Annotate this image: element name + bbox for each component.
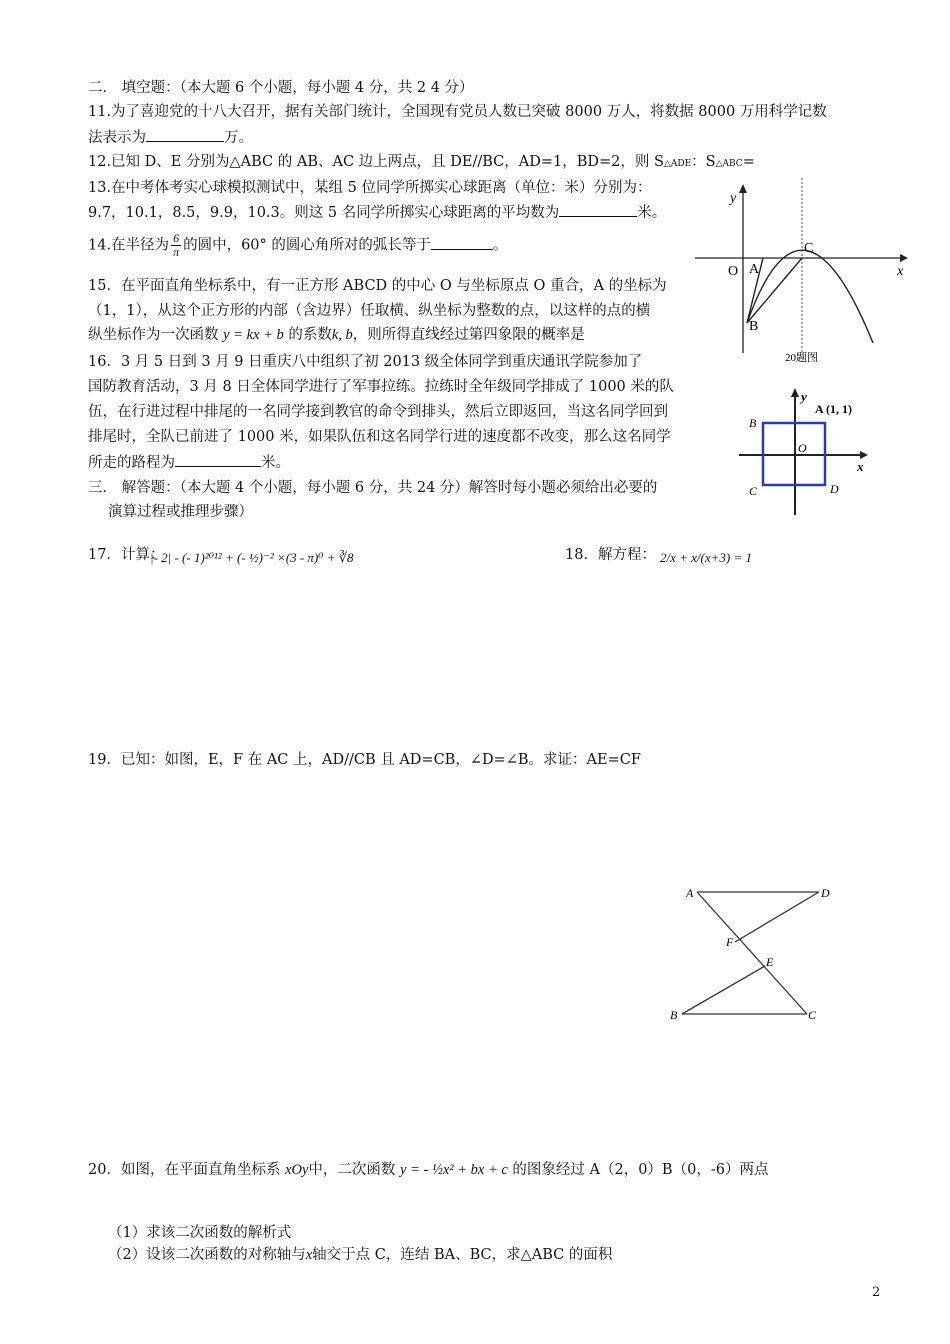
figure-20-parabola — [690, 178, 915, 368]
label-y: y — [730, 191, 737, 206]
q14-fraction: $\frac{6}{\pi}$ — [173, 231, 180, 259]
q16-line5: 所走的路程为 米。 — [88, 452, 290, 473]
label-A: A (1, 1) — [815, 402, 852, 416]
segment-DF — [735, 892, 819, 942]
q20-part2: （2）设该二次函数的对称轴与x轴交于点 C，连结 BA、BC，求△ABC 的面积 — [108, 1247, 613, 1263]
section3-header: 三． 解答题：（本大题 4 个小题，每小题 6 分，共 24 分）解答时每小题必须给出必要的 — [88, 480, 658, 496]
q11-answer-blank[interactable] — [146, 127, 224, 142]
parabola-curve — [747, 250, 873, 343]
label-D: D — [830, 482, 839, 496]
q12-text: 12.已知 D、E 分别为△ABC 的 AB、AC 边上两点，且 DE//BC，AD=1，BD=2，则 S△ADE：S△ABC= — [88, 154, 755, 170]
label-C: C — [808, 1008, 817, 1022]
q15-line2: （1，1），从这个正方形的内部（含边界）任取横、纵坐标为整数的点，以这样的点的横 — [88, 303, 651, 319]
label-B: B — [749, 319, 759, 334]
q16-line4: 排尾时，全队已前进了 1000 米，如果队伍和这名同学行进的速度都不改变，那么这名同学 — [88, 429, 671, 445]
q18-formula: 2/x + x/(x+3) = 1 — [660, 550, 753, 565]
label-F: F — [726, 935, 734, 949]
q15-line1: 15．在平面直角坐标系中，有一正方形 ABCD 的中心 O 与坐标原点 O 重合，A 的坐标为 — [88, 278, 667, 294]
q20-part1: （1）求该二次函数的解析式 — [108, 1225, 292, 1241]
q16-answer-blank[interactable] — [175, 452, 261, 467]
q14-text: 14.在半径为 $\frac{6}{\pi}$ 的圆中，60° 的圆心角所对的弧长等于 。 — [88, 231, 508, 259]
q16-line2: 国防教育活动，3 月 8 日全体同学进行了军事拉练。拉练时全年级同学排成了 1000 米的队 — [88, 379, 674, 395]
label-D: D — [821, 886, 830, 900]
figure-20-caption: 20题图 — [785, 352, 818, 364]
x-axis-arrow — [900, 254, 908, 262]
section3-header2: 演算过程或推理步骤） — [108, 504, 253, 520]
q11-line1: 11.为了喜迎党的十八大召开，据有关部门统计，全国现有党员人数已突破 8000 万人，将数据 8000 万用科学记数 — [88, 104, 827, 120]
q18-label: 18．解方程： — [565, 547, 656, 563]
label-A: A — [686, 886, 694, 900]
label-A: A — [749, 262, 760, 277]
segment-BE — [682, 966, 765, 1014]
q11-line2: 法表示为 万。 — [88, 127, 253, 148]
label-O: O — [798, 441, 807, 455]
x-axis-arrow — [860, 451, 868, 459]
q13-line1: 13.在中考体考实心球模拟测试中，某组 5 位同学所掷实心球距离（单位：米）分别为： — [88, 180, 652, 196]
figure-19-triangles — [660, 878, 840, 1028]
label-O: O — [728, 264, 739, 279]
q17-label: 17．计算： — [88, 547, 165, 563]
q13-answer-blank[interactable] — [559, 202, 637, 217]
label-C: C — [804, 241, 814, 256]
q15-line3: 纵坐标作为一次函数 y = kx + b 的系数k, b，则所得直线经过第四象限的概率是 — [88, 327, 585, 343]
q16-line3: 伍，在行进过程中排尾的一名同学接到教官的命令到排头，然后立即返回，当这名同学回到 — [88, 404, 668, 420]
label-y: y — [801, 389, 807, 404]
q14-answer-blank[interactable] — [431, 235, 493, 250]
q16-line1: 16．3 月 5 日到 3 月 9 日重庆八中组织了初 2013 级全体同学到重庆通讯学院参加了 — [88, 354, 643, 370]
label-C: C — [749, 484, 758, 498]
section2-header: 二． 填空题：（本大题 6 个小题，每小题 4 分，共 2 4 分） — [88, 80, 474, 96]
figure-15-square — [735, 385, 875, 520]
y-axis-arrow — [739, 184, 747, 193]
label-B: B — [670, 1008, 678, 1022]
q17-formula: |- 2| - (- 1)²⁰¹² + (- ½)⁻² ×(3 - π)⁰ + ∛8 — [150, 550, 354, 565]
q20-text: 20．如图，在平面直角坐标系 xOy中，二次函数 y = - ½x² + bx + c 的图象经过 A（2，0）B（0，-6）两点 — [88, 1162, 769, 1178]
label-B: B — [749, 416, 757, 430]
label-x: x — [857, 459, 864, 474]
y-axis-arrow — [791, 388, 799, 397]
label-E: E — [766, 955, 774, 969]
label-x: x — [897, 264, 904, 279]
page-number: 2 — [872, 1285, 881, 1300]
q19-text: 19．已知：如图，E，F 在 AC 上，AD//CB 且 AD=CB，∠D=∠B。求证：AE=CF — [88, 752, 641, 768]
q13-line2: 9.7，10.1，8.5，9.9，10.3。则这 5 名同学所掷实心球距离的平均数为 米。 — [88, 202, 666, 223]
